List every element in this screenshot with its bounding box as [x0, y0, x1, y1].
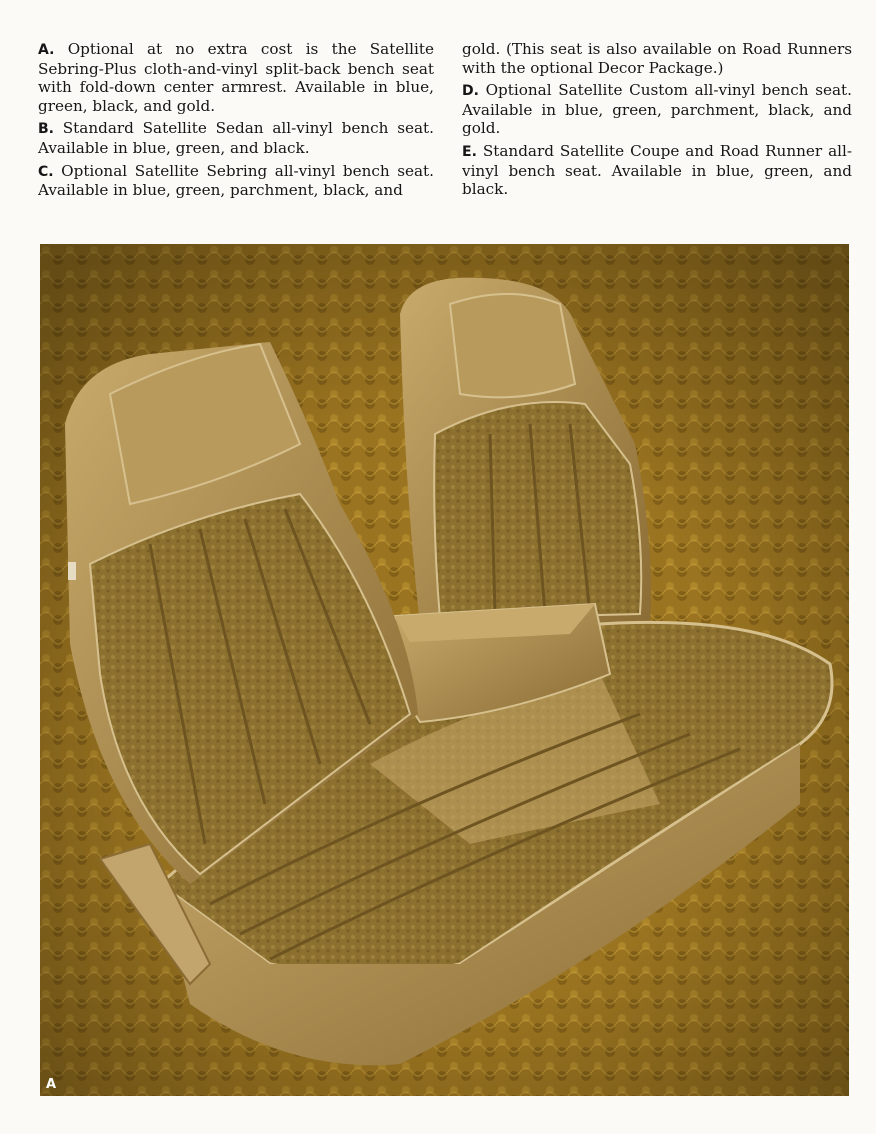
caption-d-text: Optional Satellite Custom all-vinyl bench seat. Available in blue, green, parchment, black, and gold. — [462, 81, 852, 138]
seat-illustration — [40, 244, 849, 1096]
caption-c — [38, 162, 434, 200]
caption-b — [38, 119, 434, 157]
caption-d — [462, 81, 852, 138]
caption-a — [38, 40, 434, 115]
caption-b-letter: B. — [38, 121, 54, 138]
caption-b-text: Standard Satellite Sedan all-vinyl bench seat. Available in blue, green, and black. — [38, 119, 434, 157]
caption-a-letter: A. — [38, 42, 55, 58]
caption-e — [462, 142, 852, 199]
caption-column-left — [38, 40, 434, 204]
seat-release-knob — [68, 562, 76, 580]
caption-d-letter: D. — [462, 83, 479, 100]
caption-column-right — [462, 40, 852, 203]
caption-a-text: Optional at no extra cost is the Satellite Sebring-Plus cloth-and-vinyl split-back bench seat with fold-down center armrest. Available in blue, green, black, and gold. — [38, 40, 434, 115]
caption-c-text: Optional Satellite Sebring all-vinyl bench seat. Available in blue, green, parchment, black, and — [38, 161, 434, 200]
caption-e-text: Standard Satellite Coupe and Road Runner all-vinyl bench seat. Available in blue, green, and black. — [462, 141, 852, 199]
caption-e-letter: E. — [462, 143, 477, 160]
photo-label: A — [46, 1077, 57, 1092]
caption-c-continuation: gold. (This seat is also available on Road Runners with the optional Decor Package.) — [462, 40, 852, 77]
caption-c-letter: C. — [38, 163, 54, 180]
seat-photo — [40, 244, 849, 1096]
